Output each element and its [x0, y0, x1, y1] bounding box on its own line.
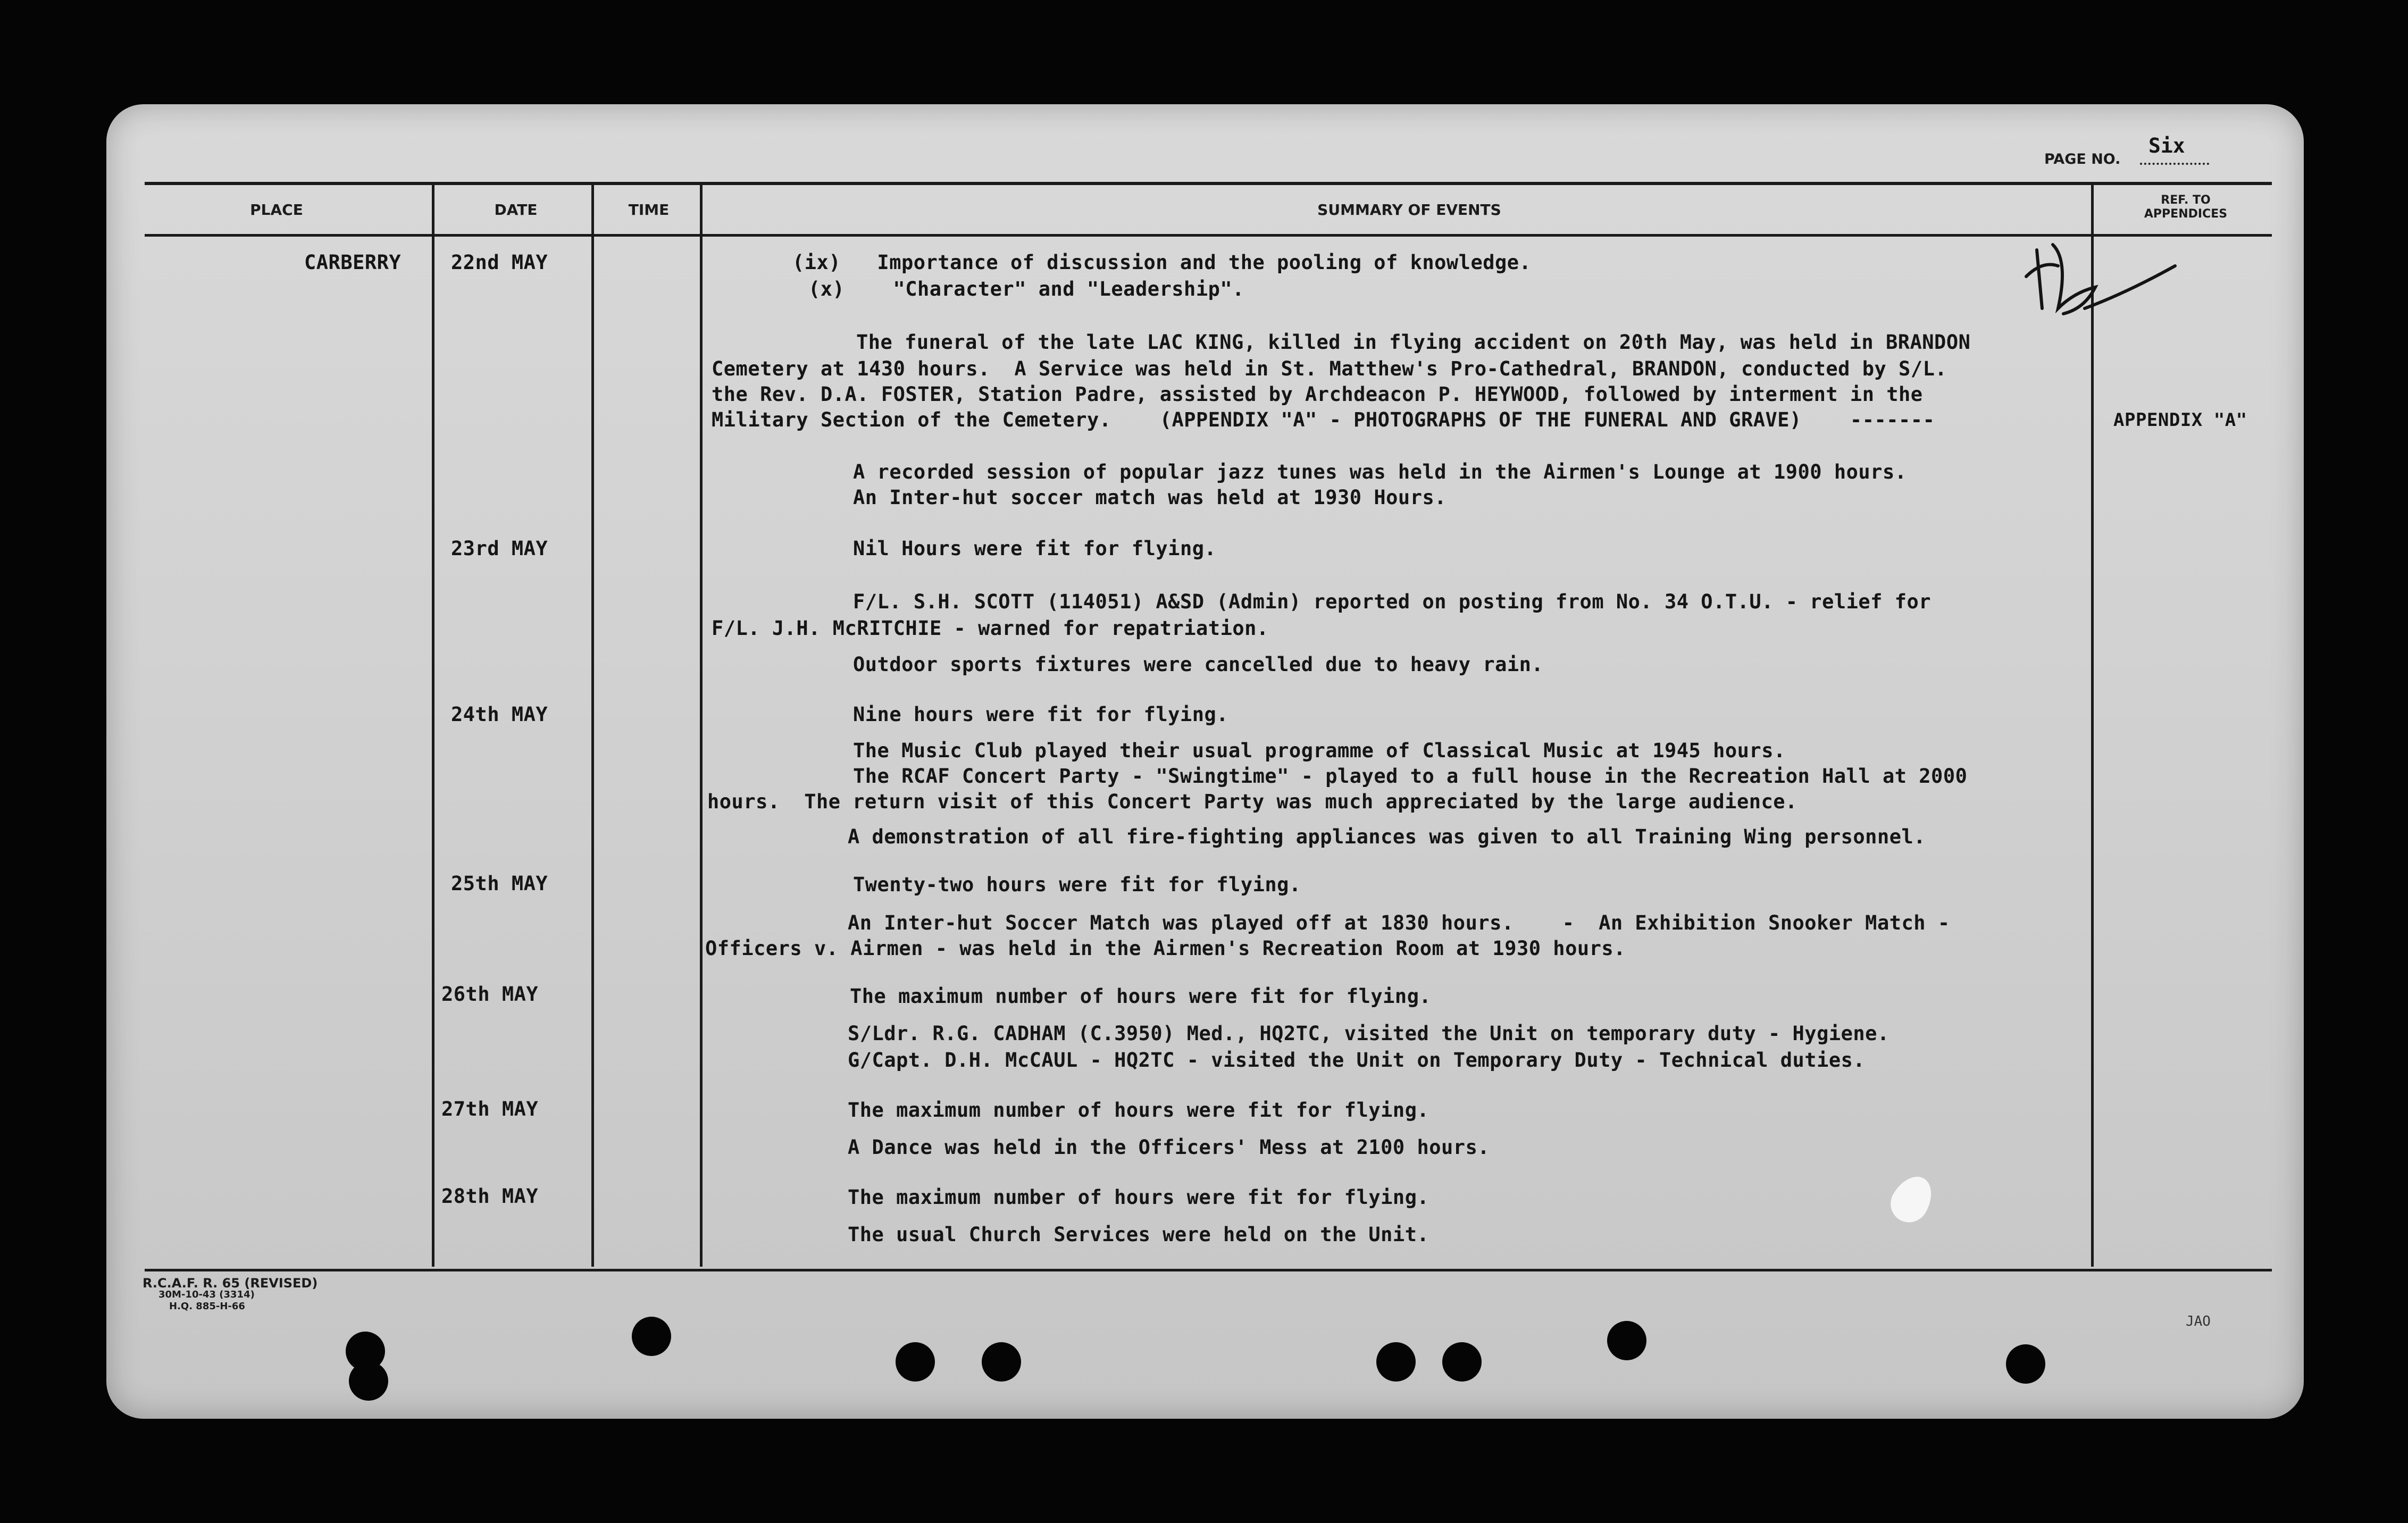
punch-hole — [632, 1317, 671, 1356]
summary-line: S/Ldr. R.G. CADHAM (C.3950) Med., HQ2TC, visited the Unit on temporary duty - Hygiene. — [848, 1022, 1889, 1045]
summary-line: The maximum number of hours were fit for flying. — [848, 1099, 1429, 1122]
page-number-value: Six — [2148, 134, 2185, 157]
header-time: TIME — [628, 201, 670, 219]
punch-hole — [982, 1342, 1021, 1382]
form-reference-line: R.C.A.F. R. 65 (REVISED) — [143, 1276, 318, 1291]
summary-line: Cemetery at 1430 hours. A Service was held in St. Matthew's Pro-Cathedral, BRANDON, conducted by S/L. — [712, 357, 1947, 380]
header-ref-appendices — [2122, 194, 2250, 221]
date-entry: 24th MAY — [451, 703, 548, 726]
summary-line: (x) "Character" and "Leadership". — [808, 278, 1244, 300]
top-rule — [145, 182, 2272, 185]
summary-line: A Dance was held in the Officers' Mess at 2100 hours. — [848, 1136, 1490, 1159]
header-summary: SUMMARY OF EVENTS — [1317, 201, 1501, 219]
handwritten-initials-mark — [2005, 229, 2180, 335]
form-reference-line: 30M-10-43 (3314) — [158, 1289, 255, 1300]
summary-line: Military Section of the Cemetery. (APPENDIX "A" - PHOTOGRAPHS OF THE FUNERAL AND GRAVE) ------- — [712, 408, 1935, 431]
date-entry: 27th MAY — [441, 1098, 539, 1120]
header-ref-line2: APPENDICES — [2144, 207, 2228, 221]
punch-hole — [1376, 1342, 1416, 1382]
page-number-label: PAGE NO. — [2044, 151, 2121, 168]
summary-line: An Inter-hut soccer match was held at 1930 Hours. — [853, 486, 1447, 509]
column-divider-date — [591, 182, 594, 1267]
summary-line: (ix) Importance of discussion and the pooling of knowledge. — [792, 251, 1532, 274]
corner-mark: JAO — [2186, 1313, 2211, 1329]
summary-line: The usual Church Services were held on the Unit. — [848, 1223, 1429, 1246]
summary-line: Officers v. Airmen - was held in the Airmen's Recreation Room at 1930 hours. — [705, 937, 1626, 960]
summary-line: The funeral of the late LAC KING, killed in flying accident on 20th May, was held in BRANDON — [856, 331, 1971, 354]
date-entry: 28th MAY — [441, 1185, 539, 1208]
summary-line: hours. The return visit of this Concert Party was much appreciated by the large audience. — [707, 790, 1797, 813]
punch-hole — [1607, 1321, 1646, 1360]
summary-line: Twenty-two hours were fit for flying. — [853, 873, 1301, 896]
summary-line: A recorded session of popular jazz tunes was held in the Airmen's Lounge at 1900 hours. — [853, 461, 1907, 483]
punch-hole — [349, 1361, 388, 1401]
header-rule — [145, 234, 2272, 237]
summary-line: G/Capt. D.H. McCAUL - HQ2TC - visited the Unit on Temporary Duty - Technical duties. — [848, 1049, 1866, 1072]
summary-line: A demonstration of all fire-fighting appliances was given to all Training Wing personnel. — [848, 825, 1926, 848]
header-place: PLACE — [250, 201, 303, 219]
summary-line: F/L. S.H. SCOTT (114051) A&SD (Admin) reported on posting from No. 34 O.T.U. - relief for — [853, 590, 1932, 613]
summary-line: Outdoor sports fixtures were cancelled due to heavy rain. — [853, 653, 1544, 676]
appendix-reference: APPENDIX "A" — [2113, 409, 2247, 431]
summary-line: An Inter-hut Soccer Match was played off at 1830 hours. - An Exhibition Snooker Match - — [848, 911, 1950, 934]
summary-line: Nine hours were fit for flying. — [853, 703, 1229, 726]
summary-line: The maximum number of hours were fit for flying. — [850, 985, 1432, 1008]
place-entry: CARBERRY — [304, 251, 402, 274]
date-entry: 26th MAY — [441, 983, 539, 1006]
summary-line: F/L. J.H. McRITCHIE - warned for repatriation. — [712, 617, 1269, 640]
date-entry: 23rd MAY — [451, 537, 548, 560]
column-divider-summary — [2091, 182, 2094, 1267]
form-reference-line: H.Q. 885-H-66 — [169, 1301, 245, 1312]
punch-hole — [1442, 1342, 1482, 1382]
date-entry: 25th MAY — [451, 872, 548, 895]
form-reference — [143, 1277, 317, 1312]
bottom-rule — [145, 1269, 2272, 1271]
column-divider-time — [700, 182, 703, 1267]
date-entry: 22nd MAY — [451, 251, 548, 274]
header-date: DATE — [494, 201, 538, 219]
summary-line: The Music Club played their usual programme of Classical Music at 1945 hours. — [853, 739, 1786, 762]
page-number-dotted-line — [2140, 163, 2209, 165]
punch-hole — [2006, 1344, 2045, 1384]
summary-line: the Rev. D.A. FOSTER, Station Padre, assisted by Archdeacon P. HEYWOOD, followed by interment in the — [712, 383, 1923, 406]
column-divider-place — [432, 182, 434, 1267]
summary-line: The maximum number of hours were fit for flying. — [848, 1186, 1429, 1209]
summary-line: Nil Hours were fit for flying. — [853, 537, 1217, 560]
summary-line: The RCAF Concert Party - "Swingtime" - played to a full house in the Recreation Hall at 2000 — [853, 765, 1968, 788]
header-ref-line1: REF. TO — [2161, 194, 2211, 207]
punch-hole — [896, 1342, 935, 1382]
